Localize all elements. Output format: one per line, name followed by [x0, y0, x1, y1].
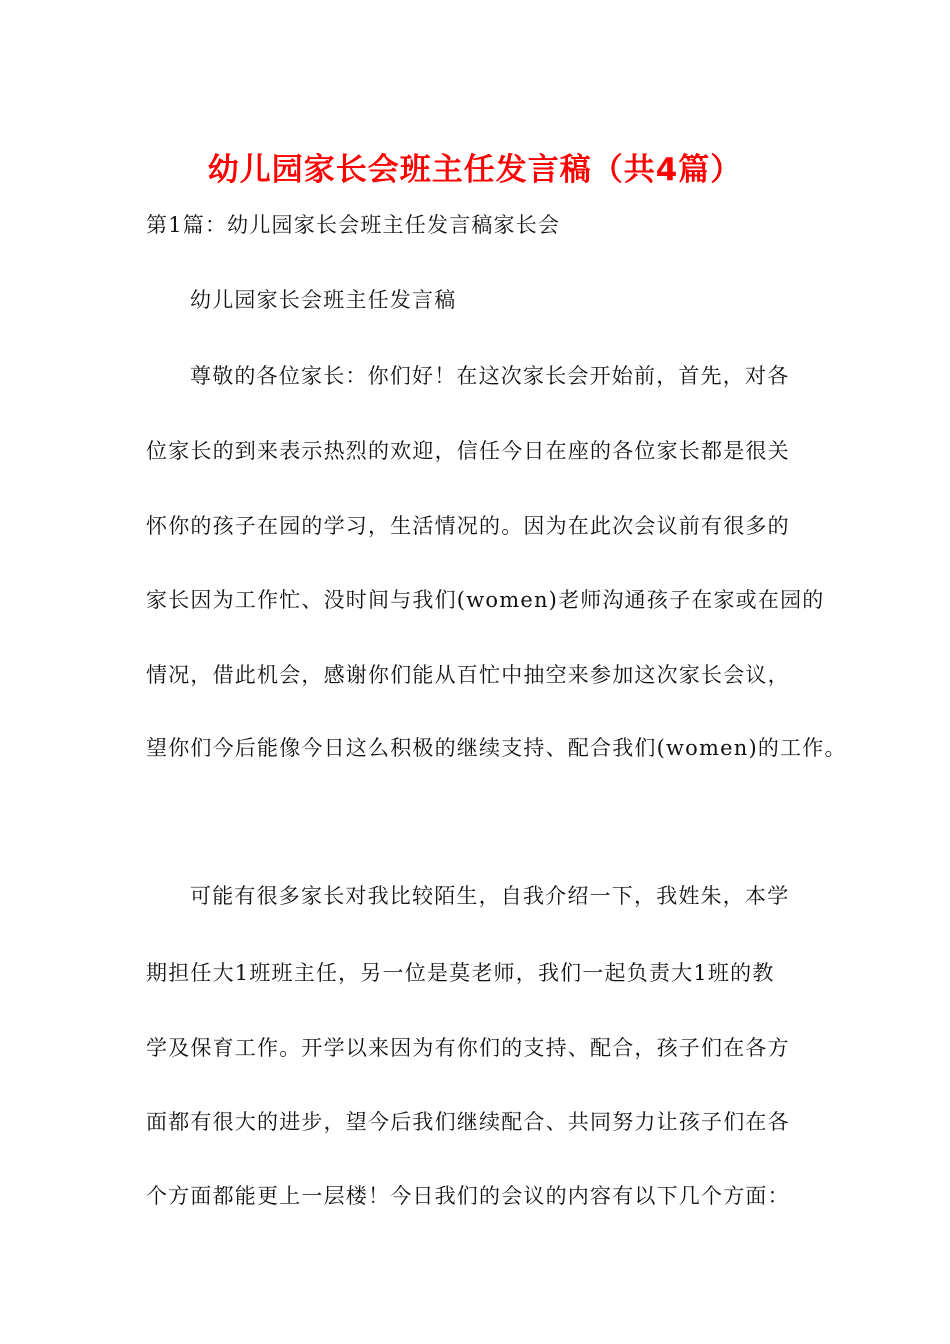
paragraph-line: 望你们今后能像今日这么积极的继续支持、配合我们(women)的工作。 — [146, 736, 847, 760]
paragraph-line: 面都有很大的进步，望今后我们继续配合、共同努力让孩子们在各 — [146, 1110, 790, 1134]
paragraph-line: 学及保育工作。开学以来因为有你们的支持、配合，孩子们在各方 — [146, 1036, 790, 1060]
paragraph-line: 期担任大1班班主任，另一位是莫老师，我们一起负责大1班的教 — [146, 961, 775, 985]
paragraph-line: 怀你的孩子在园的学习，生活情况的。因为在此次会议前有很多的 — [146, 514, 790, 538]
section-heading: 第1篇：幼儿园家长会班主任发言稿家长会 — [146, 213, 561, 237]
paragraph-line: 位家长的到来表示热烈的欢迎，信任今日在座的各位家长都是很关 — [146, 439, 790, 463]
paragraph-line: 家长因为工作忙、没时间与我们(women)老师沟通孩子在家或在园的 — [146, 588, 825, 612]
paragraph-line: 可能有很多家长对我比较陌生，自我介绍一下，我姓朱，本学 — [190, 884, 790, 908]
paragraph-line: 个方面都能更上一层楼！今日我们的会议的内容有以下几个方面： — [146, 1184, 790, 1208]
speech-subtitle: 幼儿园家长会班主任发言稿 — [190, 288, 457, 312]
paragraph-line: 情况，借此机会，感谢你们能从百忙中抽空来参加这次家长会议， — [146, 663, 790, 687]
paragraph-line: 尊敬的各位家长：你们好！在这次家长会开始前，首先，对各 — [190, 364, 790, 388]
document-title: 幼儿园家长会班主任发言稿（共4篇） — [207, 152, 743, 188]
